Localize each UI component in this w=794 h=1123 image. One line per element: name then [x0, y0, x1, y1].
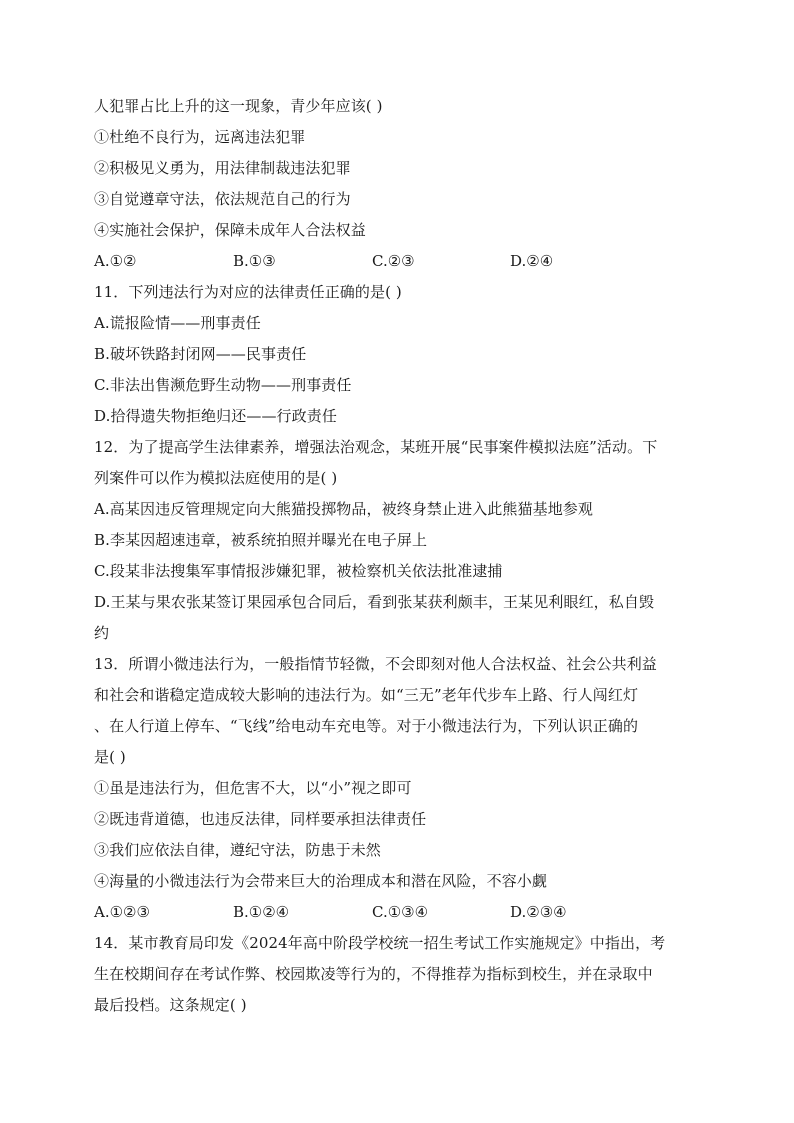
q11-choice-b: B.破坏铁路封闭网——民事责任 [94, 345, 307, 363]
q14-stem-line-3: 最后投档。这条规定( ) [94, 996, 247, 1014]
q12-choice-b: B.李某因超速违章，被系统拍照并曝光在电子屏上 [94, 531, 428, 549]
q11-choice-c: C.非法出售濒危野生动物——刑事责任 [94, 376, 352, 394]
q12-choice-a: A.高某因违反管理规定向大熊猫投掷物品，被终身禁止进入此熊猫基地参观 [94, 500, 594, 518]
q12-choice-c: C.段某非法搜集军事情报涉嫌犯罪，被检察机关依法批准逮捕 [94, 562, 503, 580]
exam-page [94, 91, 696, 1021]
q10-options [94, 246, 696, 277]
q10-item-1: ①杜绝不良行为，远离违法犯罪 [94, 128, 306, 146]
q13-item-3: ③我们应依法自律，遵纪守法，防患于未然 [94, 841, 381, 859]
q13-option-a: A.①②③ [94, 903, 150, 921]
q13-stem-line-3: 、在人行道上停车、“飞线”给电动车充电等。对于小微违法行为，下列认识正确的 [94, 717, 639, 735]
q10-item-4: ④实施社会保护，保障未成年人合法权益 [94, 221, 366, 239]
q13-option-d: D.②③④ [510, 903, 567, 921]
q13-stem-line-2: 和社会和谐稳定造成较大影响的违法行为。如“三无”老年代步车上路、行人闯红灯 [94, 686, 639, 704]
q10-item-2: ②积极见义勇为，用法律制裁违法犯罪 [94, 159, 351, 177]
q14-stem-line-2: 生在校期间存在考试作弊、校园欺凌等行为的，不得推荐为指标到校生，并在录取中 [94, 965, 653, 983]
q13-stem-line-4: 是( ) [94, 748, 126, 766]
q12-choice-d-line-1: D.王某与果农张某签订果园承包合同后，看到张某获利颇丰，王某见利眼红，私自毁 [94, 593, 655, 611]
q12-choice-d-line-2: 约 [94, 624, 110, 642]
q10-item-3: ③自觉遵章守法，依法规范自己的行为 [94, 190, 351, 208]
q13-option-c: C.①③④ [372, 903, 429, 921]
q14-stem-line-1: 14．某市教育局印发《2024年高中阶段学校统一招生考试工作实施规定》中指出，考 [94, 934, 666, 952]
q11-choice-a: A.谎报险情——刑事责任 [94, 314, 261, 332]
q13-item-1: ①虽是违法行为，但危害不大，以“小”视之即可 [94, 779, 412, 797]
q13-options [94, 897, 696, 928]
q13-item-4: ④海量的小微违法行为会带来巨大的治理成本和潜在风险，不容小觑 [94, 872, 548, 890]
q11-stem: 11．下列违法行为对应的法律责任正确的是( ) [94, 283, 402, 301]
q12-stem-line-2: 列案件可以作为模拟法庭使用的是( ) [94, 469, 338, 487]
q10-stem-tail: 人犯罪占比上升的这一现象，青少年应该( ) [94, 97, 383, 115]
q13-stem-line-1: 13．所谓小微违法行为，一般指情节轻微，不会即刻对他人合法权益、社会公共利益 [94, 655, 657, 673]
q13-item-2: ②既违背道德，也违反法律，同样要承担法律责任 [94, 810, 427, 828]
q12-stem-line-1: 12．为了提高学生法律素养，增强法治观念，某班开展“民事案件模拟法庭”活动。下 [94, 438, 658, 456]
q11-choice-d: D.拾得遗失物拒绝归还——行政责任 [94, 407, 337, 425]
q10-option-b: B.①③ [233, 252, 276, 270]
q13-option-b: B.①②④ [233, 903, 290, 921]
q10-option-a: A.①② [94, 252, 137, 270]
q10-option-c: C.②③ [372, 252, 415, 270]
q10-option-d: D.②④ [510, 252, 554, 270]
